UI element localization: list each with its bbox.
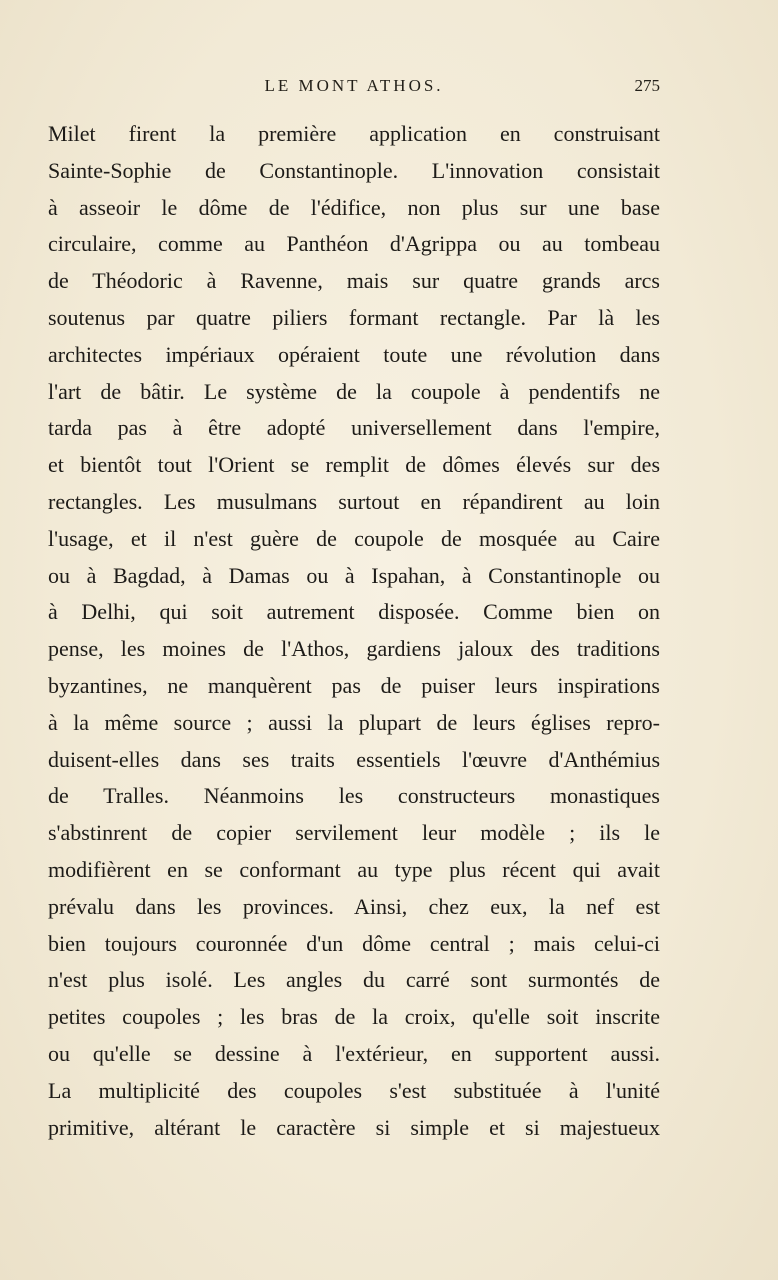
text-line: La multiplicité des coupoles s'est substituée à l'unité	[48, 1077, 660, 1103]
body-text	[48, 116, 660, 1146]
text-line: modifièrent en se conformant au type plus récent qui avait	[48, 856, 660, 882]
text-line: ou qu'elle se dessine à l'extérieur, en supportent aussi.	[48, 1040, 660, 1066]
text-line: de Tralles. Néanmoins les constructeurs monastiques	[48, 783, 660, 809]
text-line: prévalu dans les provinces. Ainsi, chez eux, la nef est	[48, 893, 660, 919]
text-line: de Théodoric à Ravenne, mais sur quatre grands arcs	[48, 268, 660, 294]
text-line: s'abstinrent de copier servilement leur modèle ; ils le	[48, 820, 660, 846]
text-line: Sainte-Sophie de Constantinople. L'innovation consistait	[48, 157, 660, 183]
text-line: l'art de bâtir. Le système de la coupole à pendentifs ne	[48, 378, 660, 404]
text-line: n'est plus isolé. Les angles du carré sont surmontés de	[48, 967, 660, 993]
text-line: byzantines, ne manquèrent pas de puiser leurs inspirations	[48, 672, 660, 698]
page-number: 275	[634, 76, 660, 95]
text-line: primitive, altérant le caractère si simple et si majestueux	[48, 1114, 660, 1140]
text-line: et bientôt tout l'Orient se remplit de dômes élevés sur des	[48, 452, 660, 478]
text-line: ou à Bagdad, à Damas ou à Ispahan, à Constantinople ou	[48, 562, 660, 588]
text-line: bien toujours couronnée d'un dôme central ; mais celui-ci	[48, 930, 660, 956]
text-line: soutenus par quatre piliers formant rectangle. Par là les	[48, 304, 660, 330]
text-line: Milet firent la première application en construisant	[48, 121, 660, 146]
text-line: à la même source ; aussi la plupart de leurs églises repro-	[48, 709, 660, 735]
text-line: duisent-elles dans ses traits essentiels l'œuvre d'Anthémius	[48, 746, 660, 772]
text-line: pense, les moines de l'Athos, gardiens jaloux des traditions	[48, 636, 660, 662]
running-title: LE MONT ATHOS.	[264, 76, 444, 95]
text-line: tarda pas à être adopté universellement dans l'empire,	[48, 415, 660, 441]
text-line: rectangles. Les musulmans surtout en répandirent au loin	[48, 488, 660, 514]
text-line: à asseoir le dôme de l'édifice, non plus sur une base	[48, 194, 660, 220]
running-head	[48, 76, 660, 104]
text-line: architectes impériaux opéraient toute une révolution dans	[48, 341, 660, 367]
text-line: à Delhi, qui soit autrement disposée. Comme bien on	[48, 599, 660, 625]
text-line: l'usage, et il n'est guère de coupole de mosquée au Caire	[48, 525, 660, 551]
text-line: circulaire, comme au Panthéon d'Agrippa ou au tombeau	[48, 231, 660, 257]
text-line: petites coupoles ; les bras de la croix, qu'elle soit inscrite	[48, 1004, 660, 1030]
